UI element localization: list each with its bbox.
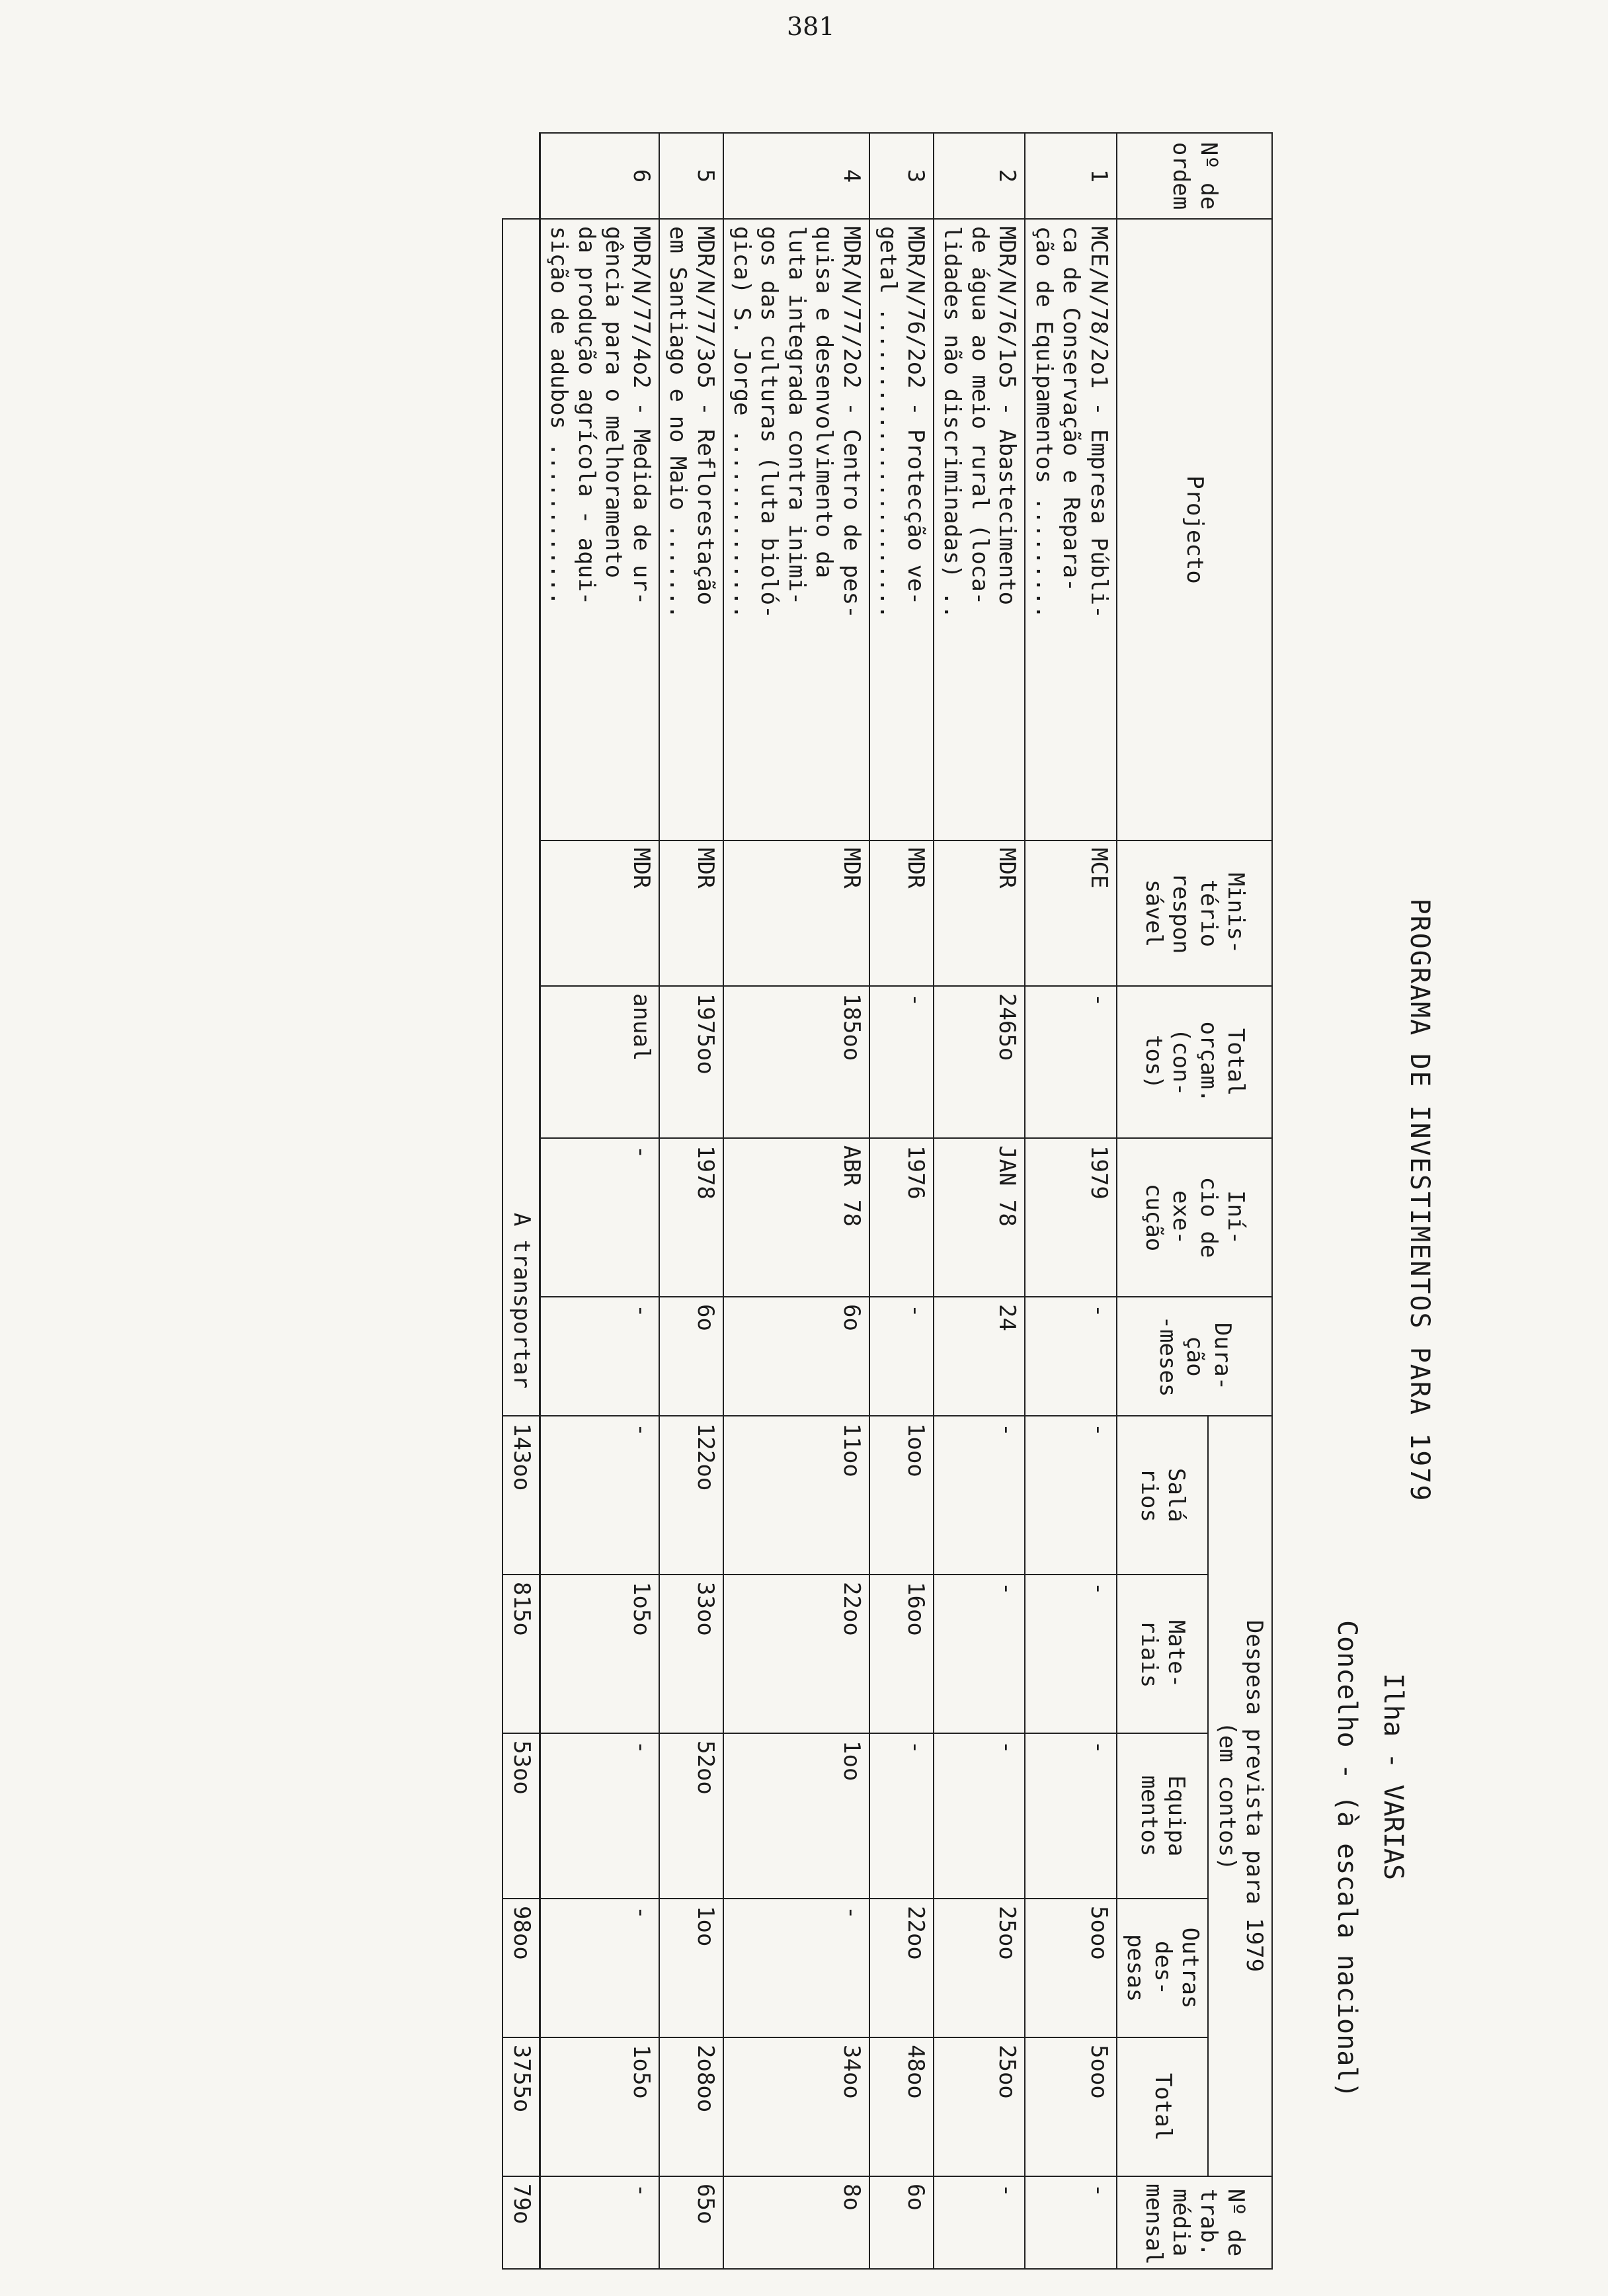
cell-total: 2o8oo	[659, 2037, 723, 2176]
cell-equipamentos: -	[540, 1733, 659, 1899]
header-inicio: Iní- cio de exe- cução	[1117, 1138, 1272, 1297]
totals-materiais: 815o	[502, 1575, 540, 1733]
cell-outras: -	[723, 1899, 869, 2037]
header-row-1	[1208, 133, 1272, 2269]
cell-ministerio: MDR	[869, 840, 934, 986]
ilha-label: Ilha - VARIAS	[1378, 1673, 1408, 1881]
cell-materiais: 1o5o	[540, 1575, 659, 1733]
cell-materiais: 16oo	[869, 1575, 934, 1733]
header-duracao: Dura- ção -meses	[1117, 1297, 1272, 1416]
cell-total-orcamento: -	[869, 986, 934, 1138]
header-salarios: Salá rios	[1117, 1416, 1208, 1575]
cell-duracao: 6o	[659, 1297, 723, 1416]
totals-row	[502, 133, 540, 2269]
cell-materiais: -	[934, 1575, 1025, 1733]
header-trabalhadores: Nº de trab. média mensal	[1117, 2176, 1272, 2269]
cell-inicio: JAN 78	[934, 1138, 1025, 1297]
cell-projecto: MDR/N/76/1o5 - Abastecimento de água ao meio rural (loca- lidades não discriminadas) ..	[934, 219, 1025, 840]
cell-ordem: 3	[869, 133, 934, 219]
cell-total: 25oo	[934, 2037, 1025, 2176]
cell-inicio: -	[540, 1138, 659, 1297]
header-total-orcamento: Total orçam. (con- tos)	[1117, 986, 1272, 1138]
cell-ministerio: MDR	[659, 840, 723, 986]
cell-ministerio: MDR	[934, 840, 1025, 986]
cell-ordem: 4	[723, 133, 869, 219]
cell-total-orcamento: 185oo	[723, 986, 869, 1138]
cell-equipamentos: 52oo	[659, 1733, 723, 1899]
cell-equipamentos: -	[869, 1733, 934, 1899]
header-equipamentos: Equipa mentos	[1117, 1733, 1208, 1899]
totals-total: 3755o	[502, 2037, 540, 2176]
cell-duracao: 6o	[723, 1297, 869, 1416]
cell-total-orcamento: 2465o	[934, 986, 1025, 1138]
cell-inicio: 1978	[659, 1138, 723, 1297]
table-row	[659, 133, 723, 2269]
cell-total: 48oo	[869, 2037, 934, 2176]
concelho-label: Concelho - (à escala nacional)	[1332, 1620, 1362, 2098]
cell-salarios: 11oo	[723, 1416, 869, 1575]
totals-label: A transportar	[502, 219, 540, 1416]
cell-outras: 25oo	[934, 1899, 1025, 2037]
cell-salarios: 1ooo	[869, 1416, 934, 1575]
cell-ordem: 6	[540, 133, 659, 219]
cell-projecto: MDR/N/77/4o2 - Medida de ur- gência para o melhoramento da produção agrícola - aqui- sição de adubos ............	[540, 219, 659, 840]
investment-table	[502, 132, 1273, 2270]
table-row	[540, 133, 659, 2269]
cell-duracao: -	[869, 1297, 934, 1416]
cell-inicio: 1979	[1025, 1138, 1116, 1297]
cell-ordem: 1	[1025, 133, 1116, 219]
cell-ministerio: MDR	[540, 840, 659, 986]
header-ordem: Nº de ordem	[1117, 133, 1272, 219]
cell-ordem: 2	[934, 133, 1025, 219]
cell-duracao: 24	[934, 1297, 1025, 1416]
cell-total: 5ooo	[1025, 2037, 1116, 2176]
cell-total-orcamento: 1975oo	[659, 986, 723, 1138]
rotated-sheet	[218, 132, 1435, 2268]
cell-salarios: -	[934, 1416, 1025, 1575]
cell-equipamentos: -	[934, 1733, 1025, 1899]
cell-duracao: -	[540, 1297, 659, 1416]
cell-inicio: 1976	[869, 1138, 934, 1297]
document-title: PROGRAMA DE INVESTIMENTOS PARA 1979	[1404, 898, 1435, 1502]
header-outras-despesas: Outras des- pesas	[1117, 1899, 1208, 2037]
cell-outras: 5ooo	[1025, 1899, 1116, 2037]
cell-projecto: MDR/N/77/3o5 - Reflorestação em Santiago e no Maio .......	[659, 219, 723, 840]
cell-trabalhadores: -	[540, 2176, 659, 2269]
cell-projecto: MDR/N/76/2o2 - Protecção ve- getal .......................	[869, 219, 934, 840]
totals-blank	[502, 133, 540, 219]
cell-total: 34oo	[723, 2037, 869, 2176]
header-projecto: Projecto	[1117, 219, 1272, 840]
page-number: 381	[787, 12, 835, 41]
cell-salarios: -	[540, 1416, 659, 1575]
cell-salarios: 122oo	[659, 1416, 723, 1575]
cell-salarios: -	[1025, 1416, 1116, 1575]
cell-ministerio: MDR	[723, 840, 869, 986]
totals-salarios: 143oo	[502, 1416, 540, 1575]
cell-trabalhadores: -	[1025, 2176, 1116, 2269]
table-row	[934, 133, 1025, 2269]
cell-outras: 1oo	[659, 1899, 723, 2037]
table-row	[869, 133, 934, 2269]
table-row	[723, 133, 869, 2269]
cell-total-orcamento: -	[1025, 986, 1116, 1138]
cell-trabalhadores: 6o	[869, 2176, 934, 2269]
totals-equipamentos: 53oo	[502, 1733, 540, 1899]
header-materiais: Mate- riais	[1117, 1575, 1208, 1733]
totals-trabalhadores: 79o	[502, 2176, 540, 2269]
table-row	[1025, 133, 1116, 2269]
header-ministerio: Minis- tério respon sável	[1117, 840, 1272, 986]
cell-trabalhadores: 65o	[659, 2176, 723, 2269]
cell-projecto: MDR/N/77/2o2 - Centro de pes- quisa e desenvolvimento da luta integrada contra inimi- gos das culturas (luta bioló- gica) S. Jorge ..............	[723, 219, 869, 840]
cell-inicio: ABR 78	[723, 1138, 869, 1297]
cell-equipamentos: 1oo	[723, 1733, 869, 1899]
totals-outras: 98oo	[502, 1899, 540, 2037]
cell-ordem: 5	[659, 133, 723, 219]
cell-trabalhadores: -	[934, 2176, 1025, 2269]
cell-total-orcamento: anual	[540, 986, 659, 1138]
cell-duracao: -	[1025, 1297, 1116, 1416]
cell-projecto: MCE/N/78/2o1 - Empresa Públi- ca de Conservação e Repara- ção de Equipamentos .........	[1025, 219, 1116, 840]
cell-outras: -	[540, 1899, 659, 2037]
cell-materiais: 22oo	[723, 1575, 869, 1733]
document-heading	[1283, 132, 1435, 2268]
cell-outras: 22oo	[869, 1899, 934, 2037]
header-despesa-prevista: Despesa prevista para 1979 (em contos)	[1208, 1416, 1272, 2176]
header-total: Total	[1117, 2037, 1208, 2176]
cell-materiais: -	[1025, 1575, 1116, 1733]
cell-materiais: 33oo	[659, 1575, 723, 1733]
cell-trabalhadores: 8o	[723, 2176, 869, 2269]
cell-equipamentos: -	[1025, 1733, 1116, 1899]
cell-ministerio: MCE	[1025, 840, 1116, 986]
cell-total: 1o5o	[540, 2037, 659, 2176]
